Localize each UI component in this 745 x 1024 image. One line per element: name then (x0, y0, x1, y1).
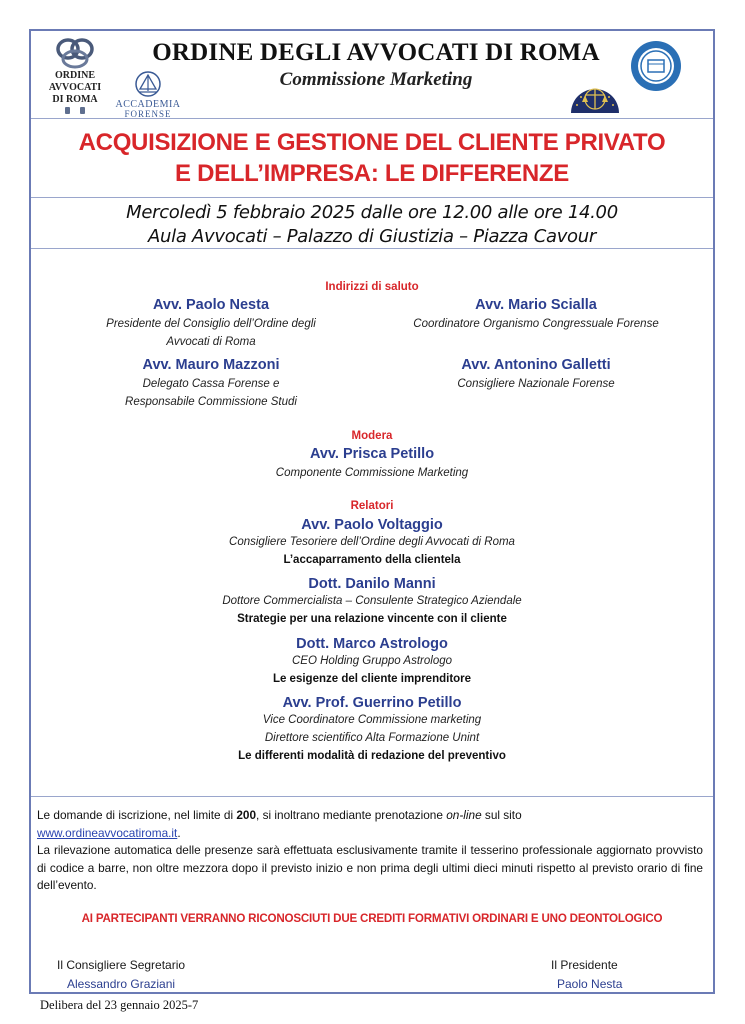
greeting-person-3 (51, 357, 371, 411)
event-place: Aula Avvocati – Palazzo di Giustizia – Piazza Cavour (148, 226, 596, 247)
speaker-topic-2: Strategie per una relazione vincente con il cliente (237, 613, 507, 625)
org-title: ORDINE DEGLI AVVOCATI DI ROMA (152, 39, 600, 66)
greeting-role-3b: Responsabile Commissione Studi (125, 396, 297, 408)
ordine-logo-line2: AVVOCATI (48, 82, 102, 93)
site-link[interactable]: www.ordineavvocatiroma.it (37, 825, 178, 840)
moderator-label: Modera (351, 430, 393, 442)
info-text-1: Le domande di iscrizione, nel limite di (37, 808, 237, 822)
signature-left (57, 956, 185, 994)
knot-emblem-icon (55, 37, 95, 69)
event-title-line2: E DELL’IMPRESA: LE DIFFERENZE (175, 160, 569, 187)
speaker-role-1: Consigliere Tesoriere dell’Ordine degli Avvocati di Roma (229, 536, 515, 548)
info-text-4: . (177, 825, 181, 840)
speaker-topic-3: Le esigenze del cliente imprenditore (272, 673, 472, 685)
title-band (31, 118, 713, 198)
speaker-topic-4: Le differenti modalità di redazione del preventivo (238, 750, 506, 762)
greeting-role-3a: Delegato Cassa Forense e (142, 378, 280, 390)
greetings-label: Indirizzi di saluto (325, 281, 419, 293)
speaker-4 (31, 695, 713, 765)
greeting-person-4 (376, 357, 696, 393)
greeting-name-4: Avv. Antonino Galletti (461, 357, 611, 373)
page-frame (29, 29, 715, 994)
moderator-name: Avv. Prisca Petillo (309, 446, 435, 462)
speaker-role-2: Dottore Commercialista – Consulente Strategico Aziendale (222, 595, 522, 607)
signature-right-title: Il Presidente (551, 958, 618, 972)
speaker-name-1: Avv. Paolo Voltaggio (301, 517, 443, 533)
round-badge-icon (629, 39, 683, 93)
speaker-2 (31, 576, 713, 628)
delibera-note: Delibera del 23 gennaio 2025-7 (40, 998, 199, 1012)
signature-left-title: Il Consigliere Segretario (57, 958, 186, 972)
accademia-logo-line2: FORENSE (124, 109, 172, 119)
greeting-role-2a: Coordinatore Organismo Congressuale Forense (413, 318, 659, 330)
info-online: on-line (446, 808, 482, 822)
greeting-name-2: Avv. Mario Scialla (475, 297, 597, 313)
scales-seal-icon (569, 75, 621, 115)
speaker-role-3: CEO Holding Gruppo Astrologo (291, 655, 453, 667)
signature-left-name: Alessandro Graziani (67, 977, 176, 991)
greeting-role-4a: Consigliere Nazionale Forense (457, 378, 615, 390)
speakers-label: Relatori (350, 500, 394, 512)
info-limit: 200 (236, 808, 257, 822)
ordine-logo-line1: ORDINE (54, 70, 95, 81)
credits-notice: AI PARTECIPANTI VERRANNO RICONOSCIUTI DUE CREDITI FORMATIVI ORDINARI E UNO DEONTOLOGICO (81, 912, 663, 925)
registration-info (37, 807, 703, 895)
header (31, 31, 713, 119)
footer-divider (31, 796, 713, 797)
speaker-1 (31, 517, 713, 569)
greeting-role-1b: Avvocati di Roma (166, 336, 256, 348)
speaker-role-4a: Vice Coordinatore Commissione marketing (262, 714, 482, 726)
accademia-logo-line1: ACCADEMIA (115, 99, 181, 110)
ordine-logo (43, 37, 107, 114)
greeting-name-1: Avv. Paolo Nesta (152, 297, 270, 313)
speaker-name-4: Avv. Prof. Guerrino Petillo (282, 695, 462, 711)
ordine-logo-line3: DI ROMA (52, 94, 98, 105)
greeting-person-1 (51, 297, 371, 351)
moderator-block (31, 446, 713, 482)
speaker-role-4b: Direttore scientifico Alta Formazione Unint (264, 732, 480, 744)
event-title-line1: ACQUISIZIONE E GESTIONE DEL CLIENTE PRIVATO (78, 129, 666, 156)
greeting-person-2 (376, 297, 696, 333)
date-band (31, 199, 713, 249)
registration-paragraph (37, 807, 703, 842)
speaker-3 (31, 636, 713, 688)
greeting-role-1a: Presidente del Consiglio dell’Ordine degli (106, 318, 316, 330)
org-subtitle: Commissione Marketing (279, 69, 473, 90)
ordine-logo-marks (43, 107, 107, 114)
signature-right-name: Paolo Nesta (557, 977, 623, 991)
info-text-3: sul sito (481, 808, 522, 822)
event-title (31, 127, 713, 189)
moderator-role: Componente Commissione Marketing (275, 467, 469, 479)
signature-right (551, 956, 622, 994)
info-text-2: , si inoltrano mediante prenotazione (256, 808, 447, 822)
event-date: Mercoledì 5 febbraio 2025 dalle ore 12.00 alle ore 14.00 (126, 202, 618, 223)
speaker-name-3: Dott. Marco Astrologo (296, 636, 448, 652)
speaker-topic-1: L’accaparramento della clientela (283, 554, 461, 566)
attendance-paragraph: La rilevazione automatica delle presenze sarà effettuata esclusivamente tramite il tesserino professionale aggiornato provvisto di codice a barre, non oltre mezzora dopo il previsto inizio e non prima degli ultimi dieci minuti rispetto al previsto orario di fine dell’evento. (37, 843, 703, 892)
greeting-name-3: Avv. Mauro Mazzoni (142, 357, 280, 373)
speaker-name-2: Dott. Danilo Manni (308, 576, 436, 592)
